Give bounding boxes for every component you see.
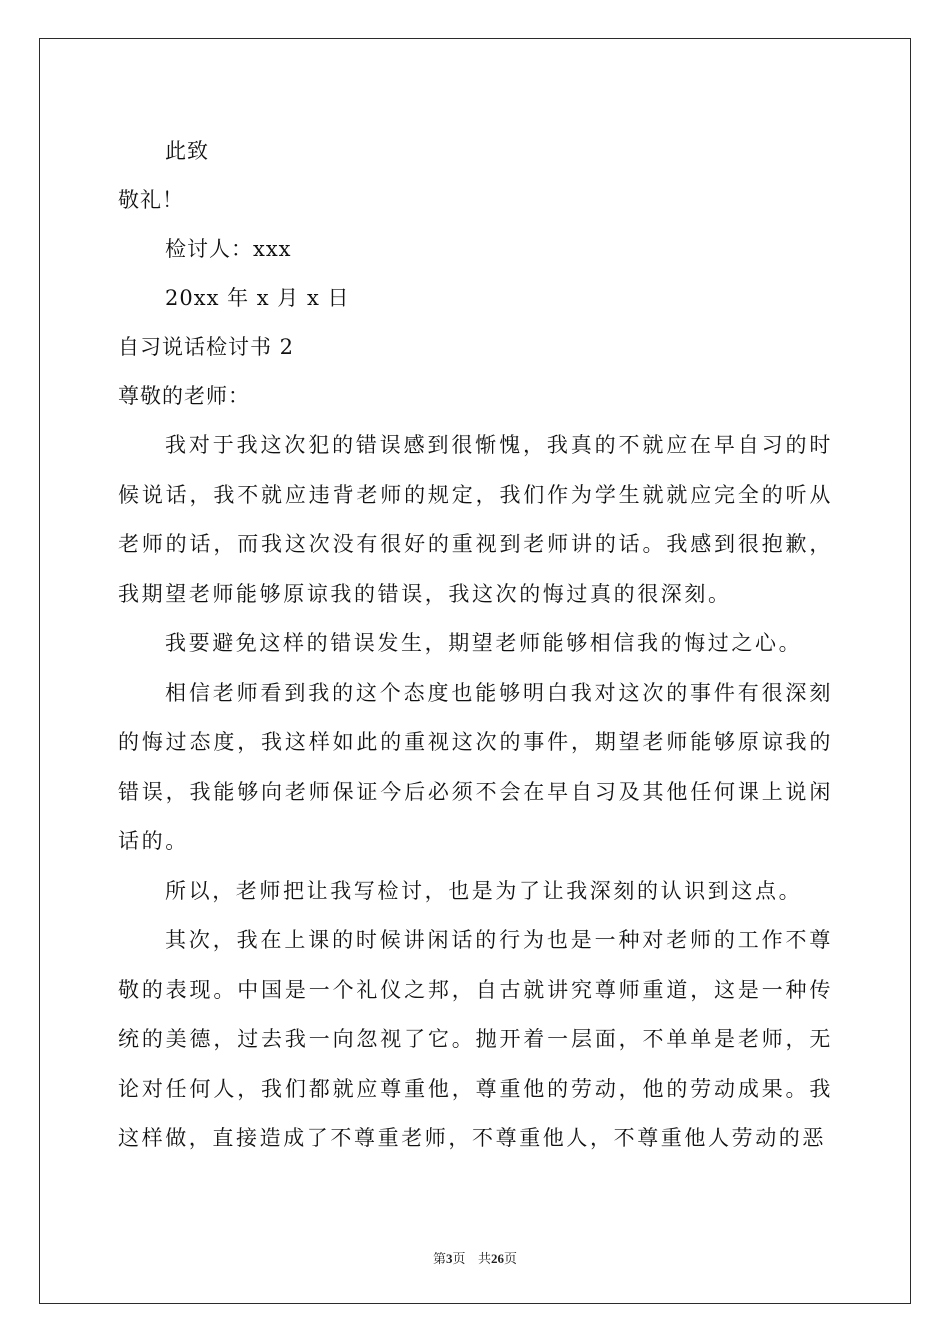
section-greeting: 尊敬的老师： [118,384,250,408]
page-number: 3 [446,1251,453,1266]
body-paragraph: 我要避免这样的错误发生，期望老师能够相信我的悔过之心。 [165,631,803,655]
body-paragraph: 相信老师看到我的这个态度也能够明白我对这次的事件有很深刻的悔过态度，我这样如此的重视这次的事件，期望老师能够原谅我的错误，我能够向老师保证今后必须不会在早自习及其他任何课上说闲话的。 [118,680,833,853]
body-paragraph: 其次，我在上课的时候讲闲话的行为也是一种对老师的工作不尊敬的表现。中国是一个礼仪之邦，自古就讲究尊师重道，这是一种传统的美德，过去我一向忽视了它。抛开着一层面，不单单是老师，无论对任何人，我们都就应尊重他，尊重他的劳动，他的劳动成果。我这样做，直接造成了不尊重老师，不尊重他人，不尊重他人劳动的恶 [118,928,833,1150]
page-prefix: 第 [433,1252,447,1267]
section-title: 自习说话检讨书 2 [118,335,295,359]
total-prefix: 共 [477,1252,491,1267]
page-suffix: 页 [452,1252,466,1267]
total-suffix: 页 [503,1252,517,1267]
letter-date: 20xx 年 x 月 x 日 [165,286,350,310]
body-paragraph: 我对于我这次犯的错误感到很惭愧，我真的不就应在早自习的时候说话，我不就应违背老师的规定，我们作为学生就就应完全的听从老师的话，而我这次没有很好的重视到老师讲的话。我感到很抱歉，我期望老师能够原谅我的错误，我这次的悔过真的很深刻。 [118,433,833,606]
page-footer [0,1248,950,1267]
letter-closing: 此致 [165,139,209,163]
total-pages: 26 [490,1251,504,1266]
letter-salute: 敬礼！ [118,188,184,212]
document-body [118,127,833,1164]
body-paragraph: 所以，老师把让我写检讨，也是为了让我深刻的认识到这点。 [165,878,803,903]
letter-signer: 检讨人：xxx [165,237,292,261]
